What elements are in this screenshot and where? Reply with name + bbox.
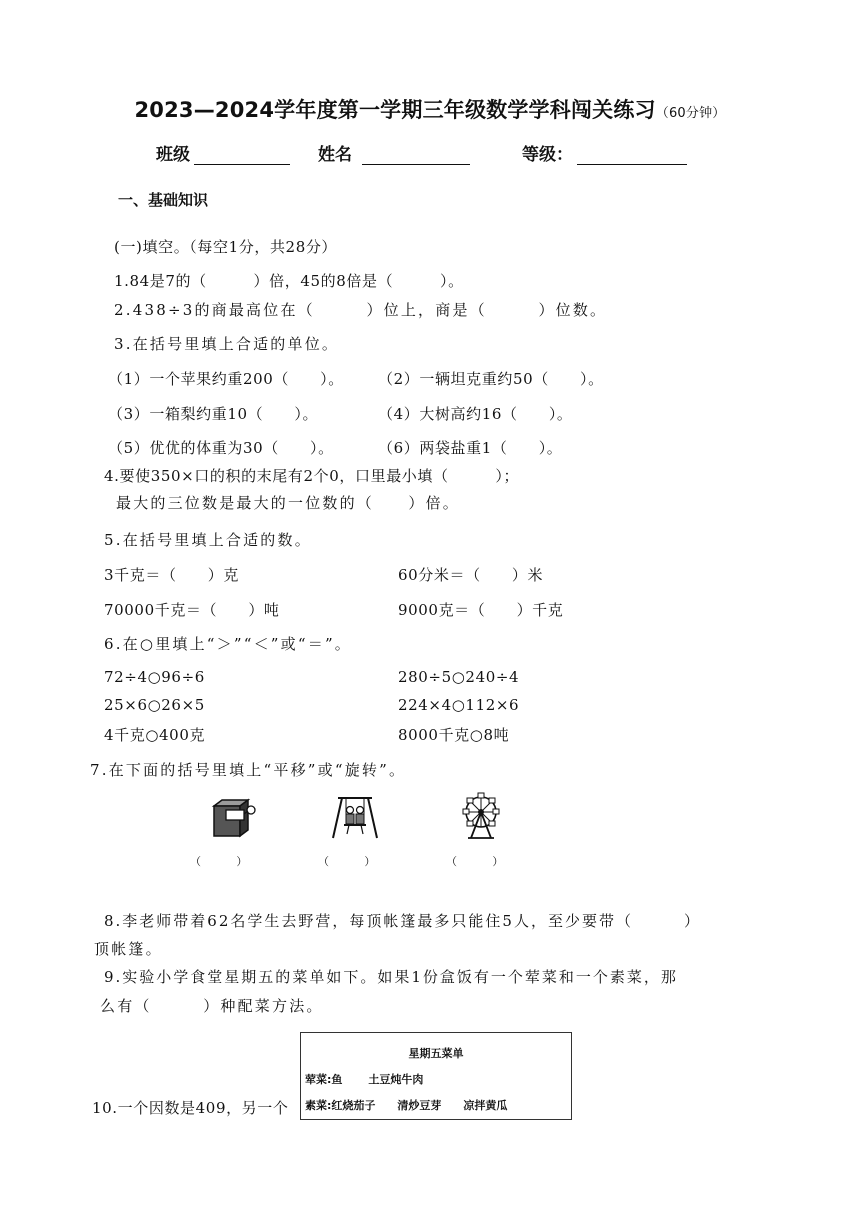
q3-item-4: （4）大树高约16（ ）。 bbox=[378, 405, 573, 423]
veg-label: 素菜: bbox=[305, 1099, 332, 1112]
q5-item-1: 3千克＝（ ）克 bbox=[104, 566, 239, 584]
veg-item-3: 凉拌黄瓜 bbox=[463, 1099, 508, 1112]
duration-note: （60分钟） bbox=[655, 106, 726, 121]
box-machine-image bbox=[210, 796, 260, 840]
question-7: 7.在下面的括号里填上“平移”或“旋转”。 bbox=[90, 761, 407, 779]
question-4-line1: 4.要使350×口的积的末尾有2个0，口里最小填（ ）； bbox=[104, 467, 520, 485]
meat-item-1: 鱼 bbox=[331, 1073, 343, 1086]
veg-item-1: 红烧茄子 bbox=[331, 1099, 376, 1112]
fill-in-heading: (一)填空。（每空1分，共28分） bbox=[114, 238, 338, 256]
q6-item-6: 8000千克○8吨 bbox=[398, 726, 510, 744]
question-1: 1.84是7的（ ）倍，45的8倍是（ ）。 bbox=[114, 272, 464, 290]
swing-image bbox=[330, 794, 380, 842]
section-title-basics: 一、基础知识 bbox=[118, 191, 209, 209]
question-4-line2: 最大的三位数是最大的一位数的（ ）倍。 bbox=[116, 494, 461, 512]
q6-item-1: 72÷4○96÷6 bbox=[104, 668, 205, 686]
question-6: 6.在○里填上“＞”“＜”或“＝”。 bbox=[104, 635, 353, 653]
q3-item-3: （3）一箱梨约重10（ ）。 bbox=[108, 405, 319, 423]
page-title: 2023—2024学年度第一学期三年级数学学科闯关练习（60分钟） bbox=[134, 98, 726, 122]
menu-meat-row bbox=[305, 1071, 423, 1087]
meat-label: 荤菜: bbox=[305, 1073, 332, 1086]
meat-item-2: 土豆炖牛肉 bbox=[368, 1073, 424, 1086]
question-9-line2: 么有（ ）种配菜方法。 bbox=[100, 997, 324, 1015]
class-field[interactable]: 班级 bbox=[156, 140, 290, 165]
q3-item-6: （6）两袋盐重1（ ）。 bbox=[378, 439, 563, 457]
question-8-line2: 顶帐篷。 bbox=[94, 940, 163, 958]
q5-item-2: 60分米＝（ ）米 bbox=[398, 566, 544, 584]
veg-item-2: 清炒豆芽 bbox=[397, 1099, 442, 1112]
q3-item-5: （5）优优的体重为30（ ）。 bbox=[108, 439, 334, 457]
question-2: 2.438÷3的商最高位在（ ）位上，商是（ ）位数。 bbox=[114, 301, 608, 319]
grade-field[interactable]: 等级： bbox=[522, 140, 687, 165]
q5-item-4: 9000克＝（ ）千克 bbox=[398, 601, 564, 619]
q5-item-3: 70000千克＝（ ）吨 bbox=[104, 601, 280, 619]
question-3: 3.在括号里填上合适的单位。 bbox=[114, 335, 340, 353]
q7-blank-1[interactable]: （ ） bbox=[190, 855, 248, 868]
friday-menu-card bbox=[300, 1032, 572, 1120]
q7-blank-2[interactable]: （ ） bbox=[318, 855, 376, 868]
question-10: 10.一个因数是409，另一个 bbox=[92, 1099, 289, 1117]
q7-blank-3[interactable]: （ ） bbox=[446, 855, 504, 868]
menu-title: 星期五菜单 bbox=[408, 1047, 464, 1060]
q3-item-2: （2）一辆坦克重约50（ ）。 bbox=[378, 370, 604, 388]
q6-item-2: 280÷5○240÷4 bbox=[398, 668, 520, 686]
q6-item-3: 25×6○26×5 bbox=[104, 696, 205, 714]
ferris-wheel-image bbox=[456, 792, 506, 842]
name-field[interactable]: 姓名 bbox=[318, 140, 470, 165]
menu-veg-row bbox=[305, 1097, 507, 1113]
question-9-line1: 9.实验小学食堂星期五的菜单如下。如果1份盒饭有一个荤菜和一个素菜，那 bbox=[104, 968, 678, 986]
q3-item-1: （1）一个苹果约重200（ ）。 bbox=[108, 370, 344, 388]
question-8-line1: 8.李老师带着62名学生去野营，每顶帐篷最多只能住5人，至少要带（ ） bbox=[104, 912, 701, 930]
question-5: 5.在括号里填上合适的数。 bbox=[104, 531, 312, 549]
q6-item-4: 224×4○112×6 bbox=[398, 696, 520, 714]
q6-item-5: 4千克○400克 bbox=[104, 726, 206, 744]
